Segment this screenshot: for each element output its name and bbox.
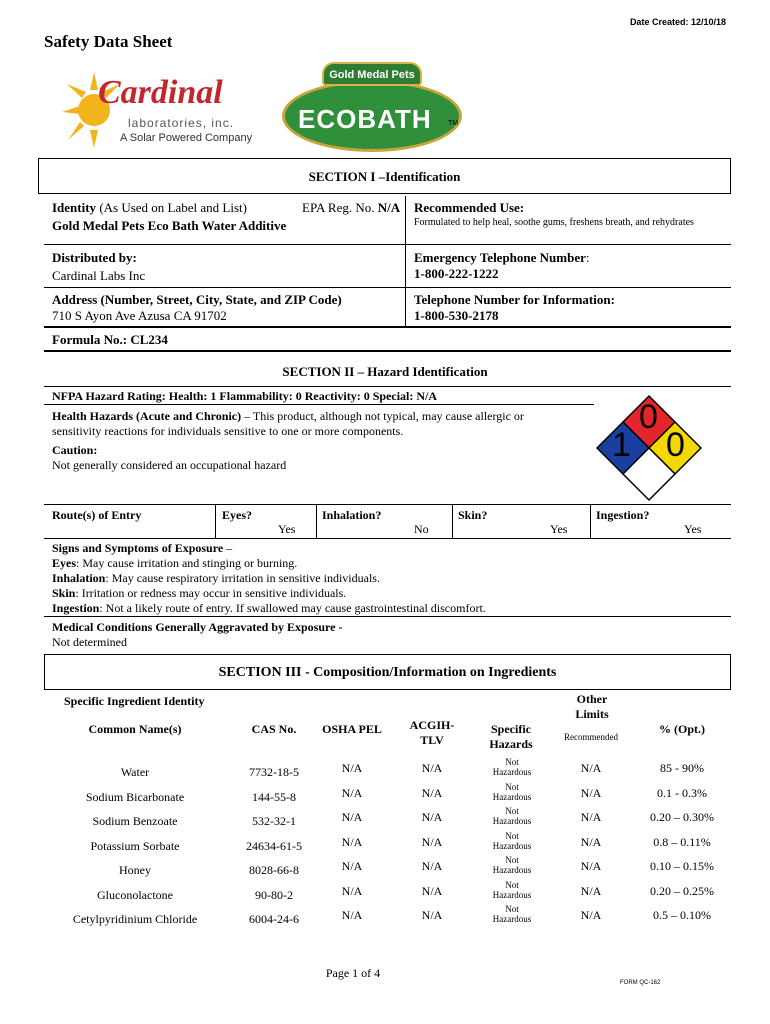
health-hazards-label: Health Hazards (Acute and Chronic) bbox=[52, 409, 242, 423]
cell-name: Sodium Bicarbonate bbox=[85, 789, 185, 804]
cell-osha: N/A bbox=[341, 761, 363, 775]
signs-symptoms bbox=[52, 541, 486, 616]
ecobath-logo bbox=[282, 62, 472, 154]
signs-heading bbox=[52, 541, 486, 556]
symptom-text: : May cause irritation and stinging or burning. bbox=[76, 556, 298, 570]
recommended-use-text: Formulated to help heal, soothe gums, freshens breath, and rehydrates bbox=[414, 217, 694, 228]
form-number: FORM QC-162 bbox=[620, 980, 661, 986]
cell-osha: N/A bbox=[341, 785, 363, 800]
trademark: TM bbox=[448, 120, 459, 127]
cell-acgih: N/A bbox=[421, 834, 443, 849]
symptom-text: : Not a likely route of entry. If swallowed may cause gastrointestinal discomfort. bbox=[99, 601, 486, 615]
symptom-label: Inhalation bbox=[52, 571, 106, 585]
document-title: Safety Data Sheet bbox=[44, 32, 173, 51]
cell-cas: 8028-66-8 bbox=[249, 863, 299, 877]
identity-label: Identity bbox=[52, 200, 97, 215]
date-created: Date Created: 12/10/18 bbox=[629, 17, 726, 27]
cell-haz: Not Hazardous bbox=[492, 781, 532, 802]
section1-title: SECTION I –Identification bbox=[308, 169, 461, 184]
cell-rec: N/A bbox=[580, 883, 602, 898]
emergency-phone: 1-800-222-1222 bbox=[414, 266, 499, 281]
signs-bottom-rule bbox=[44, 616, 731, 617]
reactivity-value: 0 bbox=[666, 426, 685, 464]
ingestion-value: Yes bbox=[684, 522, 702, 536]
section1-rule-2 bbox=[44, 287, 731, 288]
cell-pct: 0.8 – 0.11% bbox=[653, 834, 711, 849]
cell-rec: N/A bbox=[580, 785, 602, 800]
product-name: Gold Medal Pets Eco Bath Water Additive bbox=[52, 218, 287, 233]
cell-cas: 7732-18-5 bbox=[249, 765, 299, 779]
nfpa-rating: NFPA Hazard Rating: Health: 1 Flammability: 0 Reactivity: 0 Special: N/A bbox=[52, 389, 438, 403]
gold-medal-badge: Gold Medal Pets bbox=[322, 62, 422, 86]
cell-haz: Not Hazardous bbox=[492, 904, 532, 924]
info-phone-label: Telephone Number for Information: bbox=[414, 292, 615, 307]
cell-acgih: N/A bbox=[421, 908, 443, 922]
cell-cas: 144-55-8 bbox=[252, 789, 296, 804]
emergency-colon: : bbox=[585, 250, 590, 265]
routes-div-1 bbox=[215, 504, 216, 538]
cell-cas: 532-32-1 bbox=[252, 814, 296, 828]
medical-dash: - bbox=[335, 620, 343, 634]
cell-acgih: N/A bbox=[421, 859, 443, 873]
routes-div-4 bbox=[590, 504, 591, 538]
cell-cas: 24634-61-5 bbox=[246, 838, 302, 853]
section1-rule-3 bbox=[44, 326, 731, 328]
cell-pct: 0.20 – 0.25% bbox=[650, 883, 714, 898]
symptom-text: : May cause respiratory irritation in sensitive individuals. bbox=[105, 571, 380, 585]
medical-label: Medical Conditions Generally Aggravated by Exposure bbox=[52, 620, 336, 634]
cell-name: Cetylpyridinium Chloride bbox=[72, 912, 198, 926]
caution-text: Not generally considered an occupational hazard bbox=[52, 458, 287, 472]
cardinal-subtitle: laboratories, inc. bbox=[128, 116, 235, 130]
formula-number: Formula No.: CL234 bbox=[52, 332, 168, 347]
ecobath-wordmark: ECOBATH bbox=[298, 104, 432, 134]
cell-name: Honey bbox=[119, 863, 151, 877]
symptom-ingestion bbox=[52, 601, 486, 616]
cell-cas: 6004-24-6 bbox=[249, 912, 299, 926]
info-phone-value: 1-800-530-2178 bbox=[414, 308, 499, 323]
other-limits: Other Limits bbox=[575, 692, 609, 721]
symptom-label: Eyes bbox=[52, 556, 76, 570]
cell-haz: Not Hazardous bbox=[492, 757, 532, 777]
medical-text: Not determined bbox=[52, 635, 127, 649]
cell-pct: 0.5 – 0.10% bbox=[653, 908, 711, 922]
health-hazards bbox=[52, 409, 572, 439]
identity-note: (As Used on Label and List) bbox=[99, 200, 247, 215]
cell-rec: N/A bbox=[580, 810, 602, 824]
section1-divider bbox=[405, 196, 406, 326]
cell-haz: Not Hazardous bbox=[492, 830, 532, 851]
cell-acgih: N/A bbox=[421, 761, 443, 775]
cell-acgih: N/A bbox=[421, 883, 443, 898]
distributed-value: Cardinal Labs Inc bbox=[52, 268, 146, 283]
section2-title: SECTION II – Hazard Identification bbox=[282, 364, 488, 379]
emergency-label: Emergency Telephone Number bbox=[414, 250, 586, 265]
nfpa-diamond bbox=[594, 394, 704, 504]
cell-name: Potassium Sorbate bbox=[90, 838, 180, 853]
routes-div-2 bbox=[316, 504, 317, 538]
section2-rule-2 bbox=[44, 404, 594, 405]
symptom-inhalation bbox=[52, 571, 486, 586]
identity-line bbox=[52, 200, 247, 216]
cell-pct: 0.10 – 0.15% bbox=[650, 859, 714, 873]
cell-cas: 90-80-2 bbox=[255, 887, 293, 902]
eyes-label: Eyes? bbox=[222, 508, 252, 522]
col-osha: OSHA PEL bbox=[322, 722, 382, 736]
caution-label: Caution: bbox=[52, 443, 98, 457]
inhalation-value: No bbox=[414, 522, 429, 536]
medical-conditions bbox=[52, 620, 342, 650]
symptom-skin bbox=[52, 586, 486, 601]
recommended-use-label: Recommended Use: bbox=[414, 200, 525, 215]
cell-osha: N/A bbox=[341, 834, 363, 849]
section3-header bbox=[44, 654, 731, 690]
signs-label: Signs and Symptoms of Exposure bbox=[52, 541, 224, 555]
epa-value: N/A bbox=[377, 200, 401, 215]
epa-label: EPA Reg. No. bbox=[302, 200, 375, 215]
symptom-eyes bbox=[52, 556, 486, 571]
symptom-label: Skin bbox=[52, 586, 76, 600]
cell-osha: N/A bbox=[341, 859, 363, 873]
specific-ingredient-identity: Specific Ingredient Identity bbox=[64, 694, 205, 708]
cell-name: Sodium Benzoate bbox=[92, 814, 178, 828]
skin-label: Skin? bbox=[458, 508, 488, 522]
page-number: Page 1 of 4 bbox=[325, 966, 381, 980]
symptom-text: : Irritation or redness may occur in sensitive individuals. bbox=[75, 586, 347, 600]
routes-top-rule bbox=[44, 504, 731, 505]
routes-label: Route(s) of Entry bbox=[52, 508, 142, 522]
signs-dash: – bbox=[223, 541, 233, 555]
cell-name: Water bbox=[120, 765, 150, 779]
epa-line bbox=[302, 200, 400, 216]
symptom-label: Ingestion bbox=[52, 601, 100, 615]
section2-top-rule bbox=[44, 350, 731, 352]
cell-acgih: N/A bbox=[421, 785, 443, 800]
flammability-value: 0 bbox=[639, 398, 658, 436]
address-value: 710 S Ayon Ave Azusa CA 91702 bbox=[52, 308, 227, 323]
cardinal-logo bbox=[62, 70, 272, 150]
cell-rec: N/A bbox=[580, 859, 602, 873]
health-hazards-text: – This product, although not typical, may cause allergic or sensitivity reactions for individuals sensitive to one or more components. bbox=[52, 409, 524, 438]
skin-value: Yes bbox=[550, 522, 568, 536]
col-percent: % (Opt.) bbox=[659, 722, 705, 736]
routes-div-3 bbox=[452, 504, 453, 538]
section1-header bbox=[38, 158, 731, 194]
cell-name: Gluconolactone bbox=[97, 887, 173, 902]
col-hazards: Specific Hazards bbox=[489, 722, 533, 751]
col-cas: CAS No. bbox=[251, 722, 297, 736]
cell-haz: Not Hazardous bbox=[492, 855, 532, 875]
health-value: 1 bbox=[612, 426, 631, 464]
ingestion-label: Ingestion? bbox=[596, 508, 650, 522]
cell-rec: N/A bbox=[580, 834, 602, 849]
col-recommended: Recommended bbox=[564, 732, 618, 742]
cell-haz: Not Hazardous bbox=[492, 879, 532, 900]
emergency-line bbox=[414, 250, 590, 266]
cardinal-wordmark: Cardinal bbox=[98, 74, 223, 111]
cell-rec: N/A bbox=[580, 761, 602, 775]
eyes-value: Yes bbox=[278, 522, 296, 536]
col-common-name: Common Name(s) bbox=[88, 722, 182, 736]
section2-rule-1 bbox=[44, 386, 731, 387]
cell-osha: N/A bbox=[341, 908, 363, 922]
cell-haz: Not Hazardous bbox=[492, 806, 532, 826]
cell-pct: 0.1 - 0.3% bbox=[657, 785, 707, 800]
cell-pct: 0.20 – 0.30% bbox=[650, 810, 714, 824]
cardinal-tagline: A Solar Powered Company bbox=[120, 132, 253, 144]
cell-osha: N/A bbox=[341, 810, 363, 824]
distributed-label: Distributed by: bbox=[52, 250, 137, 265]
inhalation-label: Inhalation? bbox=[322, 508, 382, 522]
routes-bottom-rule bbox=[44, 538, 731, 539]
address-label: Address (Number, Street, City, State, and ZIP Code) bbox=[52, 292, 342, 307]
cell-osha: N/A bbox=[341, 883, 363, 898]
cell-acgih: N/A bbox=[421, 810, 443, 824]
section3-title: SECTION III - Composition/Information on Ingredients bbox=[218, 665, 557, 680]
cell-rec: N/A bbox=[580, 908, 602, 922]
section1-rule-1 bbox=[44, 244, 731, 245]
col-acgih: ACGIH-TLV bbox=[409, 718, 455, 747]
cell-pct: 85 - 90% bbox=[660, 761, 704, 775]
